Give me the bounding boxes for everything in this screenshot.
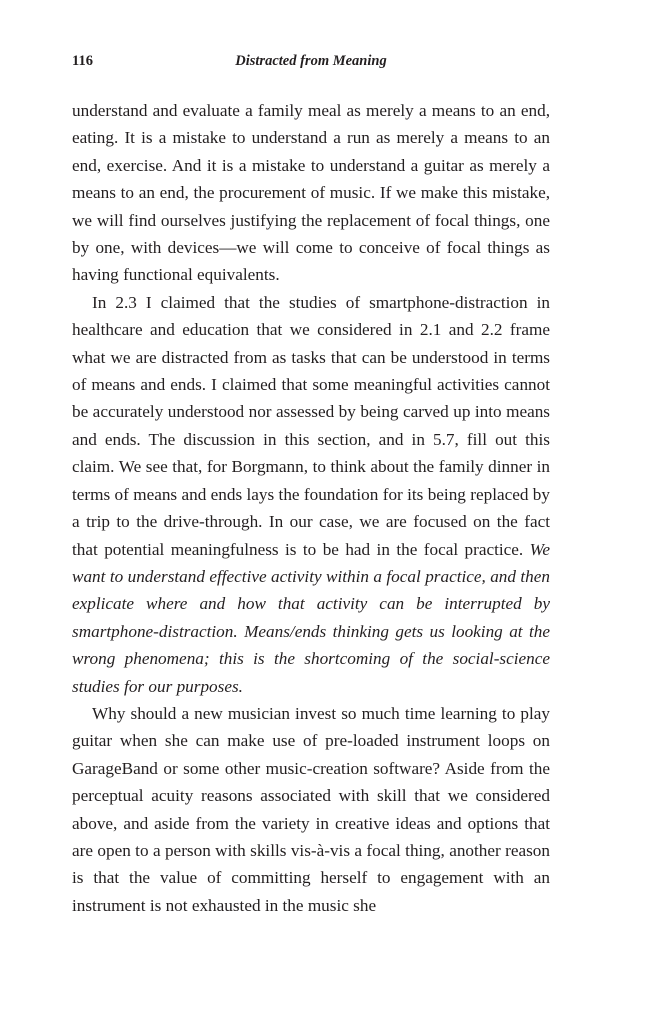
page-number: 116: [72, 53, 93, 69]
paragraph-2: [72, 289, 550, 700]
paragraph-text: In 2.3 I claimed that the studies of smartphone-distraction in healthcare and education that we considered in 2.1 and 2.2 frame what we are distracted from as tasks that can be understood in terms of means and ends. I claimed that some meaningful activities cannot be accurately understood nor assessed by being carved up into means and ends. The discussion in this section, and in 5.7, fill out this claim. We see that, for Borgmann, to think about the family dinner in terms of means and ends lays the foundation for its being replaced by a trip to the drive-through. In our case, we are focused on the fact that potential meaningfulness is to be had in the focal practice.: [72, 292, 550, 559]
body-text: [72, 97, 550, 919]
running-head: [72, 50, 550, 72]
running-title: Distracted from Meaning: [235, 53, 387, 69]
paragraph-text: understand and evaluate a family meal as merely a means to an end, eating. It is a mistake to understand a run as merely a means to an end, exercise. And it is a mistake to understand a guitar as merely a means to an end, the procurement of music. If we make this mistake, we will find ourselves justifying the replacement of focal things, one by one, with devices—we will come to conceive of focal things as having functional equivalents.: [72, 101, 550, 285]
paragraph-3: [72, 700, 550, 919]
paragraph-text: Why should a new musician invest so much time learning to play guitar when she can make use of pre-loaded instrument loops on GarageBand or some other music-creation software? Aside from the perceptual acuity reasons associated with skill that we considered above, and aside from the variety in creative ideas and options that are open to a person with skills vis-à-vis a focal thing, another reason is that the value of committing herself to engagement with an instrument is not exhausted in the music she: [72, 703, 550, 915]
paragraph-italic-text: We want to understand effective activity within a focal practice, and then explicate where and how that activity can be interrupted by smartphone-distraction. Means/ends thinking gets us looking at the wrong phenomena; this is the shortcoming of the social-science studies for our purposes.: [72, 539, 550, 696]
paragraph-1: [72, 97, 550, 289]
